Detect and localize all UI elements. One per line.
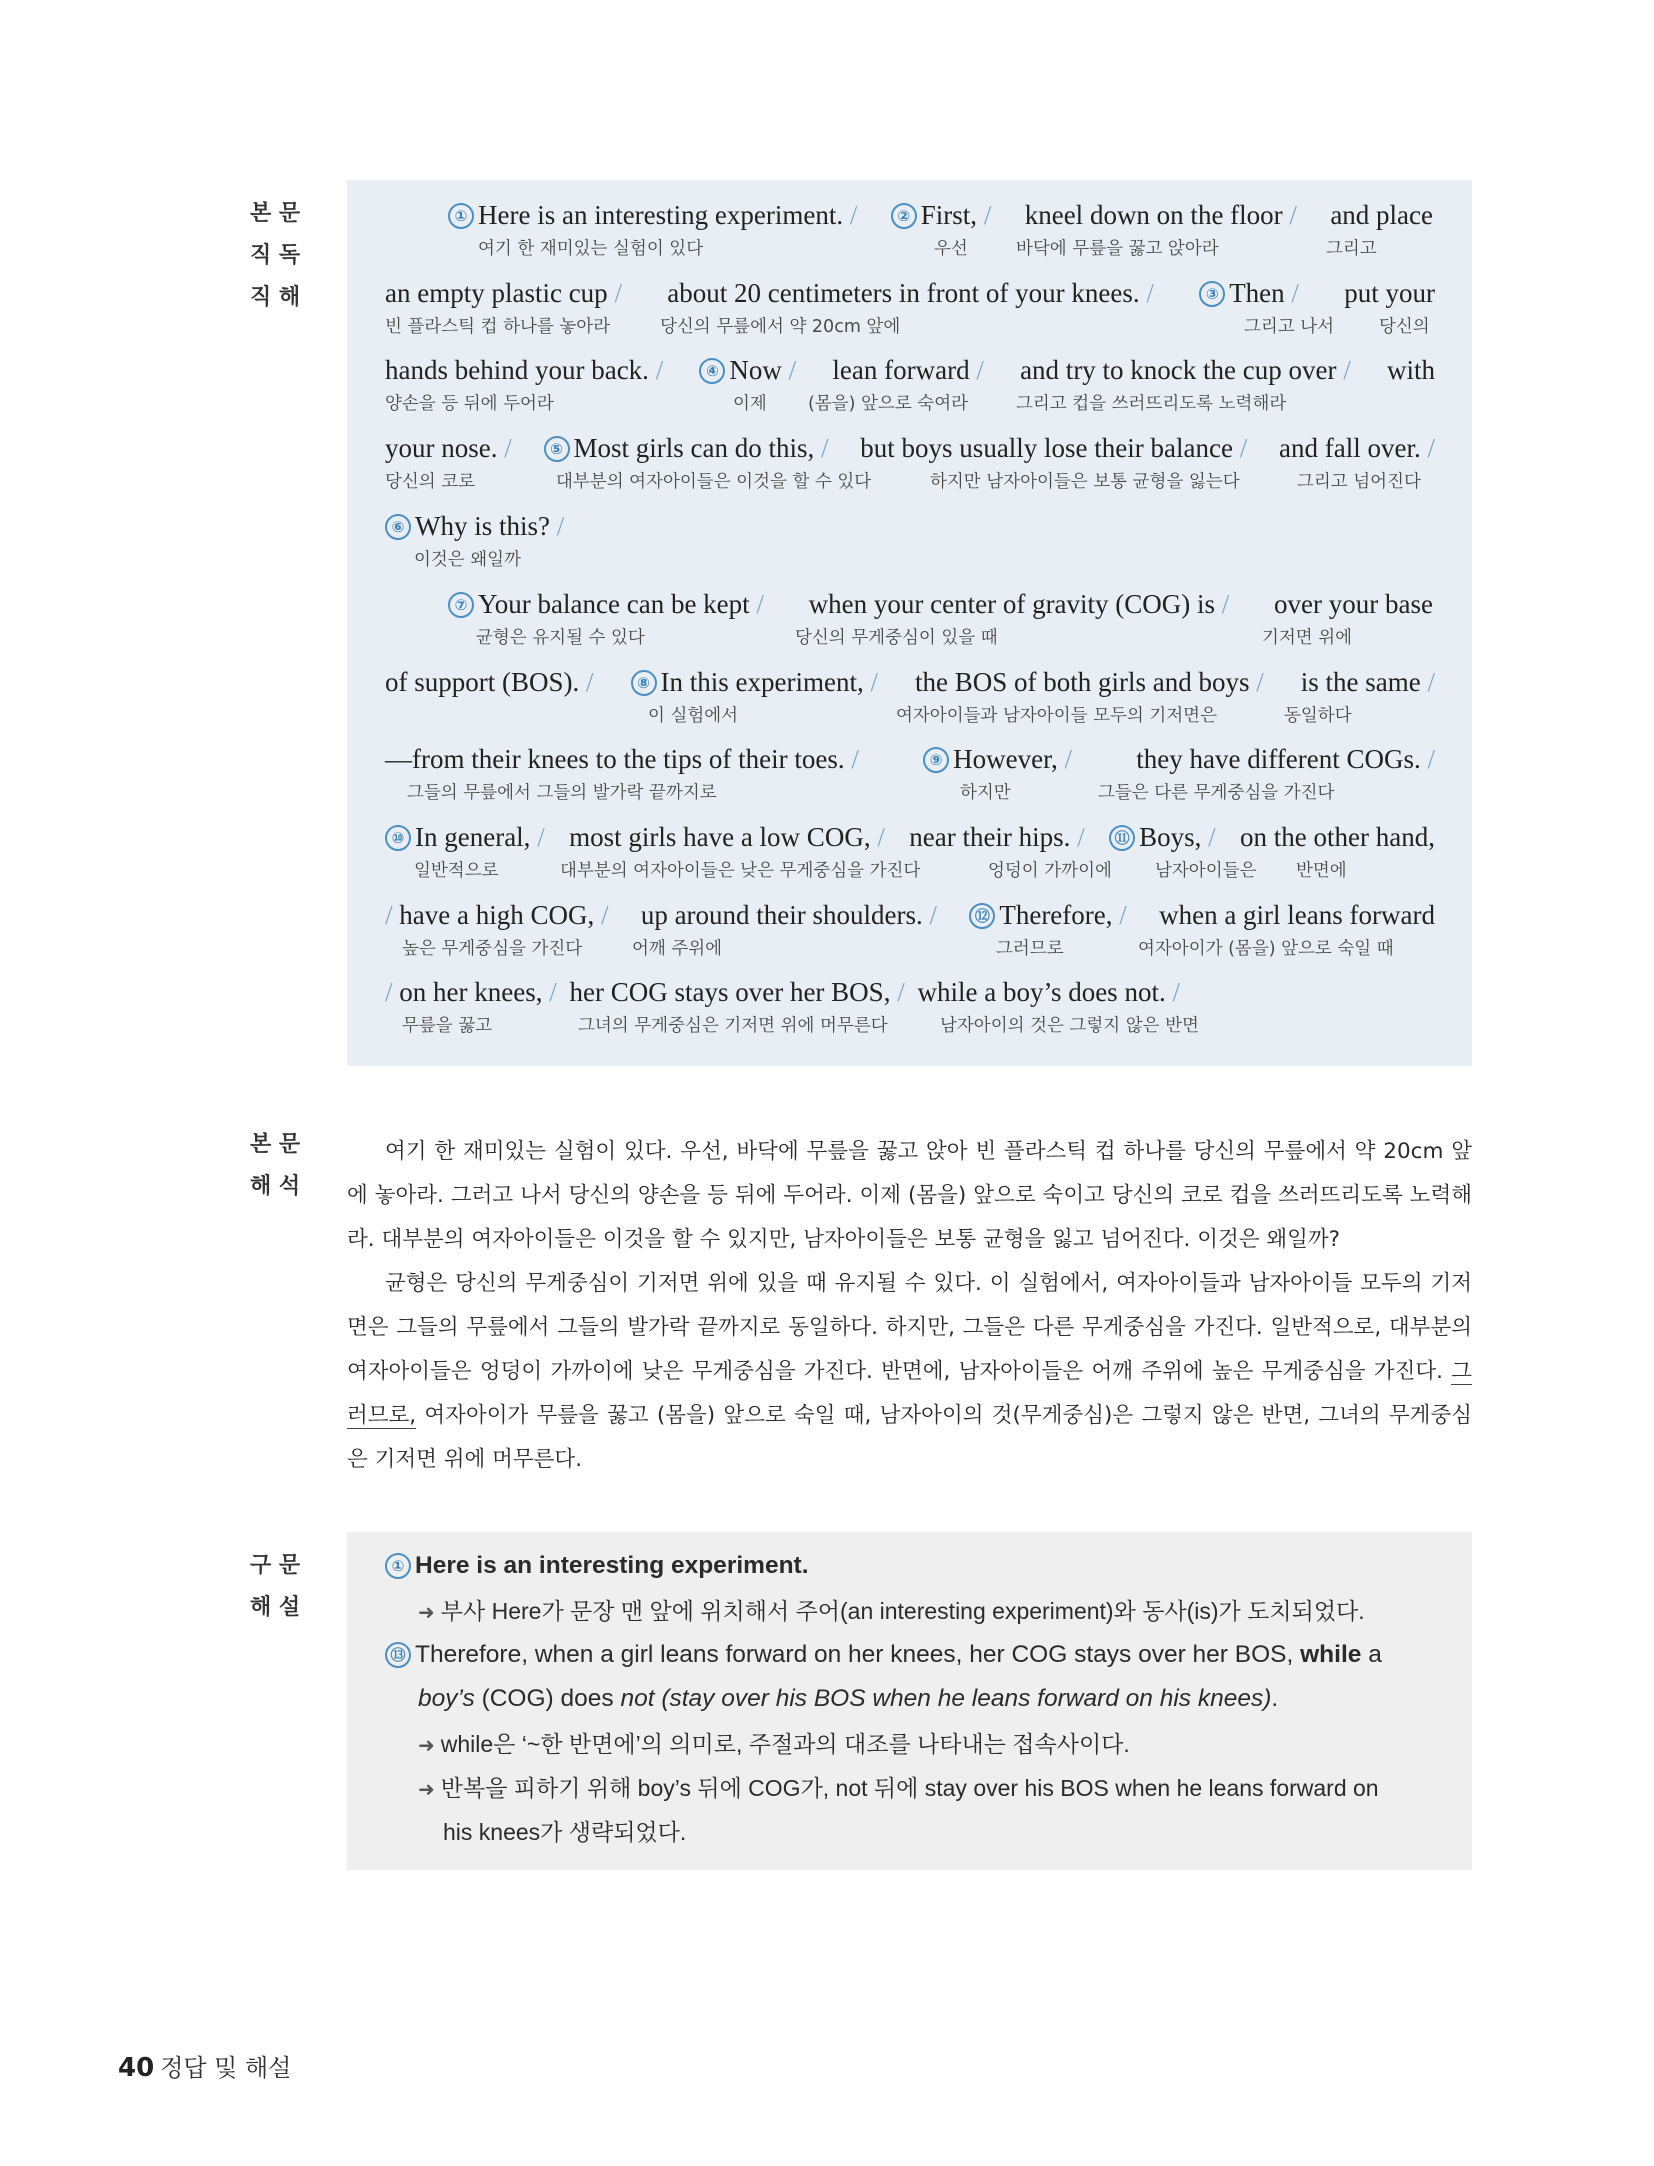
sentence-number: ⑪ [1109,825,1135,851]
chunk: and fall over. / [1279,433,1435,463]
reading-line [385,974,1180,1010]
chunk: with [1386,355,1435,385]
gloss: 당신의 무릎에서 약 20cm 앞에 [660,317,901,337]
gloss: 높은 무게중심을 가진다 [402,939,583,959]
chunk: when your center of gravity (COG) is / [808,589,1230,619]
chunk: ⑩ In general, / [385,819,545,855]
chunk: ⑫ Therefore, / [969,897,1126,933]
gloss: 남자아이의 것은 그렇지 않은 반면 [940,1016,1199,1036]
arrow-icon: ➜ [418,1779,435,1801]
sentence-number: ② [891,203,917,229]
page-number: 40 [118,2053,155,2083]
reading-line [448,586,1433,622]
gloss: 우선 [934,239,968,259]
page-footer [118,2048,291,2083]
chunk: kneel down on the floor / [1024,200,1297,230]
gloss: 이 실험에서 [648,706,739,726]
sentence-number: ① [385,1553,411,1579]
label-line: 해 석 [250,1174,301,1199]
reading-line [385,819,1435,855]
chunk: over your base [1274,589,1433,619]
chunk: on the other hand, [1240,822,1435,852]
reading-line [385,430,1435,466]
chunk: but boys usually lose their balance / [860,433,1248,463]
chunk: most girls have a low COG, / [569,822,885,852]
reading-line [448,197,1433,233]
gloss: 양손을 등 뒤에 두어라 [385,394,554,414]
chunk: up around their shoulders. / [640,900,938,930]
chunk: when a girl leans forward [1159,900,1435,930]
sentence-number: ③ [1199,281,1225,307]
gloss: 그리고 넘어진다 [1297,472,1421,492]
arrow-icon: ➜ [418,1735,435,1757]
gloss: 그리고 나서 [1244,317,1335,337]
grammar-note: ➜ 반복을 피하기 위해 boy’s 뒤에 COG가, not 뒤에 stay over his BOS when he leans forward on [418,1775,1379,1801]
arrow-icon: ➜ [418,1602,435,1624]
gloss: 여자아이들과 남자아이들 모두의 기저면은 [896,706,1217,726]
gloss: 그들은 다른 무게중심을 가진다 [1098,783,1335,803]
chunk: your nose. / [385,433,512,463]
chunk: the BOS of both girls and boys / [914,667,1264,697]
chunk: and try to knock the cup over / [1020,355,1351,385]
gloss: (몸을) 앞으로 숙여라 [808,394,969,414]
chunk: / on her knees, / [385,977,557,1007]
gloss: 대부분의 여자아이들은 낮은 무게중심을 가진다 [560,861,921,881]
section-label-reading [250,193,312,319]
chunk: put your [1344,278,1435,308]
grammar-item: ⑬ Therefore, when a girl leans forward on her knees, her COG stays over her BOS, while a [385,1638,1382,1672]
reading-line [385,664,1435,700]
sentence-number: ① [448,203,474,229]
label-line: 구 문 [250,1553,301,1578]
chunk: an empty plastic cup / [385,278,622,308]
gloss: 그러므로 [996,939,1064,959]
chunk: while a boy’s does not. / [917,977,1180,1007]
gloss: 그리고 컵을 쓰러뜨리도록 노력해라 [1016,394,1287,414]
chunk: and place [1330,200,1433,230]
sentence-number: ⑩ [385,825,411,851]
chunk: —from their knees to the tips of their toes. / [385,744,859,774]
label-line: 직 해 [250,285,301,310]
sentence-number: ⑤ [544,436,570,462]
chunk: ④ Now / [699,352,796,388]
chunk: near their hips. / [909,822,1085,852]
grammar-item-cont: boy’s (COG) does not (stay over his BOS when he leans forward on his knees). [418,1685,1279,1712]
chunk: about 20 centimeters in front of your knees. / [667,278,1154,308]
sentence-number: ⑬ [385,1642,411,1668]
gloss: 그리고 [1326,239,1377,259]
chunk: ⑪ Boys, / [1109,819,1216,855]
label-line: 본 문 [250,201,301,226]
gloss: 당신의 코로 [385,472,476,492]
sentence-number: ⑦ [448,592,474,618]
translation-text [347,1130,1472,1482]
chunk: ② First, / [891,197,992,233]
gloss: 바닥에 무릎을 꿇고 앉아라 [1016,239,1219,259]
chunk: ⑤ Most girls can do this, / [544,430,829,466]
label-line: 해 설 [250,1595,301,1620]
gloss: 하지만 남자아이들은 보통 균형을 잃는다 [930,472,1240,492]
gloss: 여자아이가 (몸을) 앞으로 숙일 때 [1138,939,1394,959]
gloss: 그들의 무릎에서 그들의 발가락 끝까지로 [407,783,717,803]
chunk: hands behind your back. / [385,355,664,385]
chunk: ① Here is an interesting experiment. / [448,197,857,233]
reading-box [347,180,1472,1066]
gloss: 엉덩이 가까이에 [988,861,1112,881]
gloss: 이제 [733,394,767,414]
chunk: lean forward / [832,355,984,385]
translation-paragraph: 여기 한 재미있는 실험이 있다. 우선, 바닥에 무릎을 꿇고 앉아 빈 플라스틱 컵 하나를 당신의 무릎에서 약 20cm 앞에 놓아라. 그러고 나서 당신의 양손을 등 뒤에 두어라. 이제 (몸을) 앞으로 숙이고 당신의 코로 컵을 쓰러뜨리도록 노력해라. 대부분의 여자아이들은 이것을 할 수 있지만, 남자아이들은 보통 균형을 잃고 넘어진다. 이것은 왜일까? [347,1139,1472,1252]
reading-line [385,275,1435,311]
chunk: they have different COGs. / [1136,744,1435,774]
gloss: 대부분의 여자아이들은 이것을 할 수 있다 [556,472,872,492]
gloss: 일반적으로 [414,861,499,881]
chunk: ⑨ However, / [923,741,1072,777]
footer-title: 정답 및 해설 [160,2054,292,2082]
gloss: 그녀의 무게중심은 기저면 위에 머무른다 [578,1016,888,1036]
gloss: 기저면 위에 [1262,628,1353,648]
section-label-grammar [250,1545,312,1629]
gloss: 남자아이들은 [1155,861,1257,881]
gloss: 무릎을 꿇고 [402,1016,493,1036]
sentence-number: ④ [699,358,725,384]
grammar-note: ➜ while은 ‘~한 반면에’의 의미로, 주절과의 대조를 나타내는 접속사이다. [418,1731,1130,1757]
grammar-item: ① Here is an interesting experiment. [385,1549,809,1583]
gloss: 균형은 유지될 수 있다 [476,628,645,648]
reading-line [385,897,1435,933]
gloss: 여기 한 재미있는 실험이 있다 [478,239,704,259]
chunk: of support (BOS). / [385,667,594,697]
underlined-text: 그러므로, [347,1359,1472,1428]
sentence-number: ⑥ [385,514,411,540]
chunk: ⑦ Your balance can be kept / [448,586,764,622]
translation-paragraph: 균형은 당신의 무게중심이 기저면 위에 있을 때 유지될 수 있다. 이 실험에서, 여자아이들과 남자아이들 모두의 기저면은 그들의 무릎에서 그들의 발가락 끝까지로 동일하다. 하지만, 그들은 다른 무게중심을 가진다. 일반적으로, 대부분의 여자아이들은 엉덩이 가까이에 낮은 무게중심을 가진다. 반면에, 남자아이들은 어깨 주위에 높은 무게중심을 가진다. 그러므로, 여자아이가 무릎을 꿇고 (몸을) 앞으로 숙일 때, 남자아이의 것(무게중심)은 그렇지 않은 반면, 그녀의 무게중심은 기저면 위에 머무른다. [347,1271,1472,1472]
label-line: 직 독 [250,243,301,268]
chunk: ⑥ Why is this? / [385,511,564,541]
sentence-number: ⑨ [923,747,949,773]
gloss: 하지만 [960,783,1011,803]
gloss: 동일하다 [1284,706,1352,726]
sentence-number: ⑧ [631,670,657,696]
gloss: 반면에 [1296,861,1347,881]
gloss: 빈 플라스틱 컵 하나를 놓아라 [385,317,611,337]
gloss: 어깨 주위에 [632,939,723,959]
label-line: 본 문 [250,1132,301,1157]
chunk: her COG stays over her BOS, / [569,977,905,1007]
grammar-note-cont: his knees가 생략되었다. [443,1819,687,1845]
chunk: ③ Then / [1199,275,1299,311]
sentence-number: ⑫ [969,903,995,929]
chunk: is the same / [1300,667,1435,697]
chunk: ⑧ In this experiment, / [631,664,878,700]
chunk: / have a high COG, / [385,900,609,930]
reading-line [385,508,1435,544]
grammar-note: ➜ 부사 Here가 문장 맨 앞에 위치해서 주어(an interesting experiment)와 동사(is)가 도치되었다. [418,1598,1365,1624]
gloss: 당신의 [1379,317,1430,337]
gloss: 이것은 왜일까 [414,550,521,570]
reading-line [385,741,1435,777]
gloss: 당신의 무게중심이 있을 때 [795,628,998,648]
section-label-translation [250,1124,312,1208]
reading-line [385,352,1435,388]
